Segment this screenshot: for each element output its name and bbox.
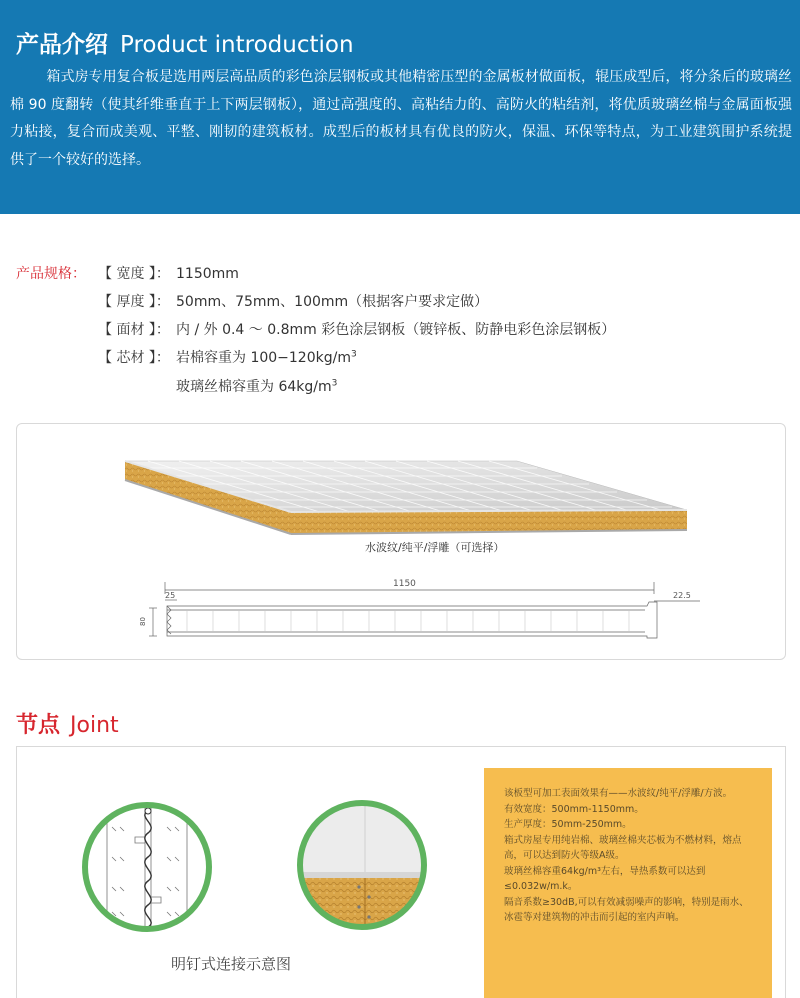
spec-key: 【 宽度 】： (98, 266, 170, 282)
spec-key: 【 面材 】： (98, 322, 170, 338)
joint-box (16, 746, 786, 998)
spec-key: 【 芯材 】： (98, 350, 170, 366)
joint-title (16, 708, 119, 739)
spec-row-core (16, 346, 357, 370)
intro-title-cn: 产品介绍 (16, 32, 108, 58)
joint-notes-box (484, 768, 772, 998)
spec-row-facing (16, 318, 615, 342)
dim-height-label: 80 (139, 617, 147, 626)
spec-value: 内 / 外 0.4 ～ 0.8mm 彩色涂层钢板（镀锌板、防静电彩色涂层钢板） (176, 322, 616, 338)
intro-title-en: Product introduction (120, 32, 354, 58)
note-line: 玻璃丝棉容重64kg/m³左右，导热系数可以达到≤0.032w/m.k。 (504, 865, 706, 892)
note-line: 隔音系数≥30dB,可以有效减弱噪声的影响，特别是雨水、冰雹等对建筑物的冲击而引起的室内声响。 (504, 896, 749, 923)
joint-title-en: Joint (70, 713, 119, 738)
spec-row-width (16, 262, 239, 286)
panel-figure-box (16, 423, 786, 660)
spec-key: 【 厚度 】： (98, 294, 170, 310)
note-line: 箱式房屋专用纯岩棉、玻璃丝棉夹芯板为不燃材料，熔点高，可以达到防火等级A级。 (504, 834, 742, 861)
spec-row-core-extra: 玻璃丝棉容重为 $64kg/m^3$ (176, 378, 338, 395)
specs-label: 产品规格： (16, 266, 86, 282)
dim-right-label: 22.5 (673, 591, 691, 600)
joint-title-cn: 节点 (16, 713, 61, 738)
note-line: 生产厚度：50mm-250mm。 (504, 819, 632, 830)
dim-left-label: 25 (165, 591, 176, 600)
spec-value: 1150mm (176, 266, 239, 282)
note-line: 有效宽度：500mm-1150mm。 (504, 803, 644, 815)
intro-title (16, 26, 354, 59)
note-line: 该板型可加工表面效果有——水波纹/纯平/浮雕/方波。 (504, 788, 733, 799)
spec-value: 岩棉容重为 $100-120kg/m^3$ (176, 349, 357, 366)
spec-row-thickness (16, 290, 488, 314)
product-intro-section (0, 0, 800, 214)
panel-caption: 水波纹/纯平/浮雕（可选择） (365, 541, 505, 554)
intro-paragraph: 箱式房专用复合板是选用两层高品质的彩色涂层钢板或其他精密压型的金属板材做面板，辊压成型后，将分条后的玻璃丝棉 90 度翻转（使其纤维垂直于上下两层钢板），通过高强度的、高粘结力的、高防火的粘结剂，将优质玻璃丝棉与金属面板强力粘接，复合而成美观、平整、刚韧的建筑板材。成型后的板材具有优良的防火，保温、环保等特点，为工业建筑围护系统提供了一个较好的选择。 (10, 69, 792, 168)
joint-caption: 明钉式连接示意图 (171, 955, 292, 973)
dim-width-label: 1150 (393, 579, 416, 589)
spec-value: 50mm、75mm、100mm（根据客户要求定做） (176, 294, 489, 310)
